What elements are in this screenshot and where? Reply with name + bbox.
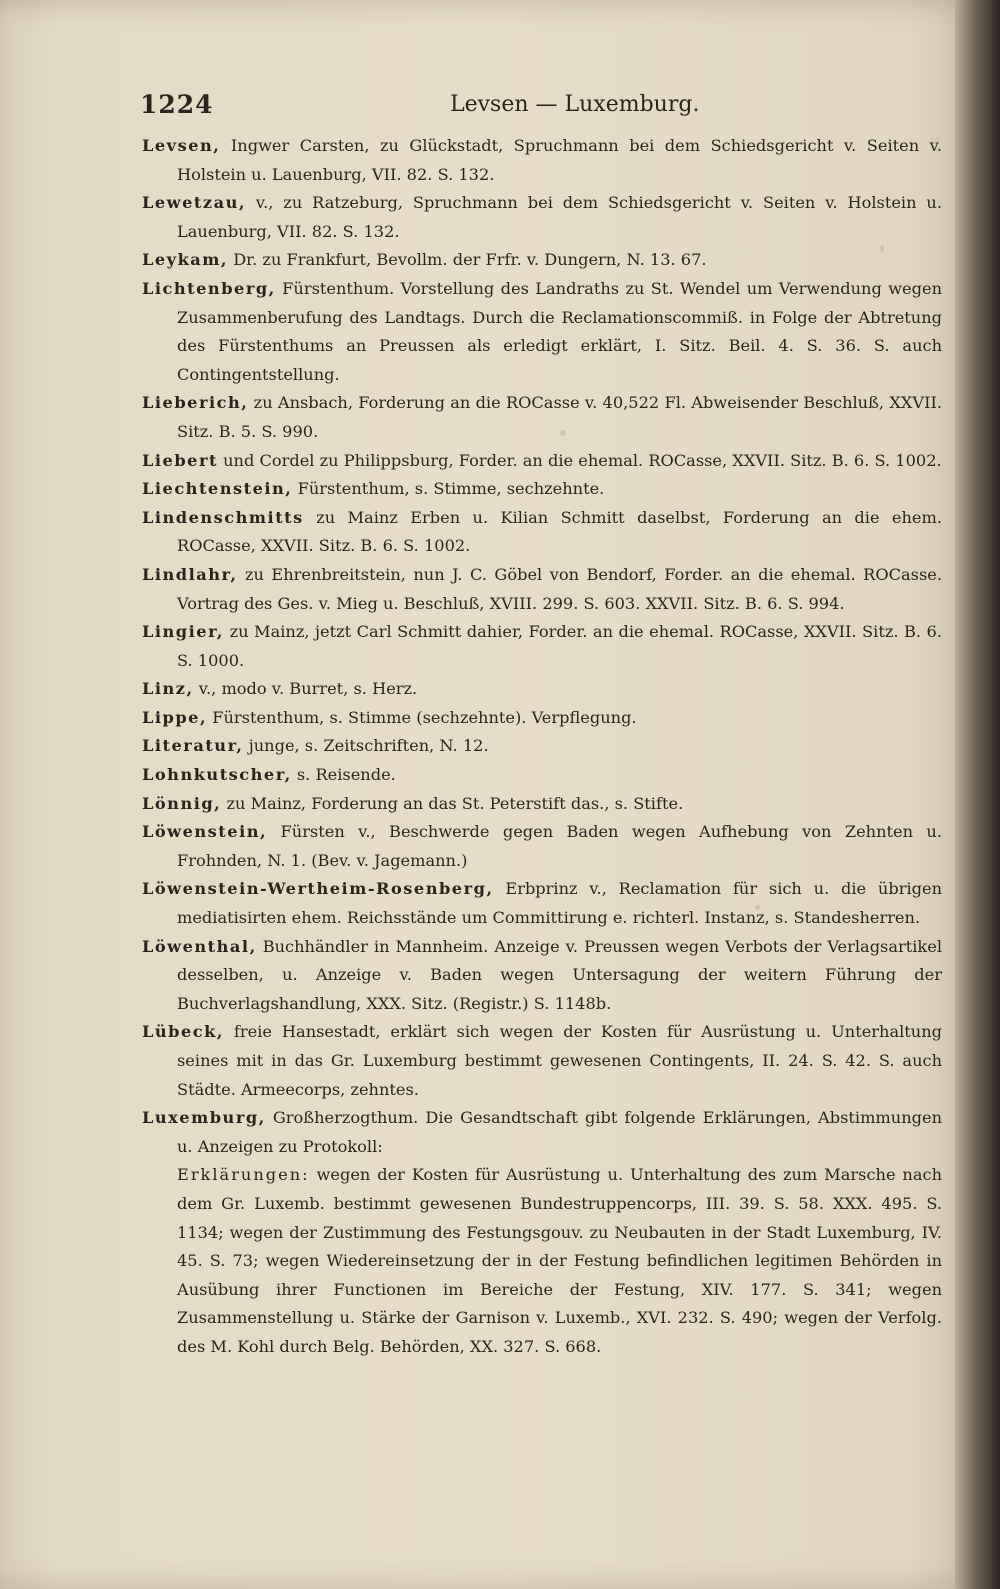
index-entry — [142, 475, 942, 504]
index-entry — [142, 1104, 942, 1161]
entry-head: Lippe, — [142, 707, 208, 727]
entry-head: Lichtenberg, — [142, 278, 276, 298]
running-title: Levsen — Luxemburg. — [450, 92, 700, 117]
entry-text: zu Ansbach, Forderung an die ROCasse v. 40,522 Fl. Abweisender Beschluß, XXVII. Sitz. B. 5. S. 990. — [177, 393, 942, 441]
index-entry — [142, 504, 942, 561]
entry-text: Dr. zu Frankfurt, Bevollm. der Frfr. v. Dungern, N. 13. 67. — [228, 250, 707, 270]
entry-text: zu Mainz Erben u. Kilian Schmitt daselbst, Forderung an die ehem. ROCasse, XXVII. Sitz. B. 6. S. 1002. — [177, 507, 942, 556]
entry-text: Fürsten v., Beschwerde gegen Baden wegen Aufhebung von Zehnten u. Frohnden, N. 1. (Bev. v. Jagemann.) — [177, 822, 942, 870]
entry-head: Lewetzau, — [142, 193, 246, 213]
sub-entry-text: wegen der Kosten für Ausrüstung u. Unterhaltung des zum Marsche nach dem Gr. Luxemb. bestimmt gewesenen Bundestruppencorps, III. 39. S. 58. XXX. 495. S. 1134; wegen der Zustimmung des Festungsgouv. zu Neubauten in der Stadt Luxemburg, IV. 45. S. 73; wegen Wiedereinsetzung der in der Festung befindlichen legitimen Behörden in Ausübung ihrer Functionen im Bereiche der Festung, XIV. 177. S. 341; wegen Zusammenstellung u. Stärke der Garnison v. Luxemb., XVI. 232. S. 490; wegen der Verfolg. des M. Kohl durch Belg. Behörden, XX. 327. S. 668. — [177, 1165, 942, 1356]
index-entry — [142, 761, 942, 790]
entry-head: Lindenschmitts — [142, 507, 304, 527]
index-entry — [142, 704, 942, 733]
entry-text: freie Hansestadt, erklärt sich wegen der Kosten für Ausrüstung u. Unterhaltung seines mit in das Gr. Luxemburg bestimmt gewesenen Contingents, II. 24. S. 42. S. auch Städte. Armeecorps, zehntes. — [177, 1022, 942, 1099]
entry-head: Löwenstein-Wertheim-Rosenberg, — [142, 879, 494, 899]
entry-head: Löwenthal, — [142, 936, 257, 956]
entry-text: Großherzogthum. Die Gesandtschaft gibt folgende Erklärungen, Abstimmungen u. Anzeigen zu Protokoll: — [177, 1108, 942, 1156]
index-entry — [142, 675, 942, 704]
entry-text: Buchhändler in Mannheim. Anzeige v. Preussen wegen Verbots der Verlagsartikel desselben, u. Anzeige v. Baden wegen Untersagung der weitern Führung der Buchverlagshandlung, XXX. Sitz. (Registr.) S. 1148b. — [177, 936, 942, 1013]
index-entry — [142, 790, 942, 819]
entry-text: Ingwer Carsten, zu Glückstadt, Spruchmann bei dem Schiedsgericht v. Seiten v. Holstein u. Lauenburg, VII. 82. S. 132. — [177, 136, 942, 184]
index-entry — [142, 875, 942, 932]
entry-head: Liechtenstein, — [142, 479, 293, 499]
sub-entry-head: Erklärungen: — [177, 1165, 310, 1185]
entry-text: junge, s. Zeitschriften, N. 12. — [243, 736, 489, 756]
index-entry — [142, 618, 942, 675]
page-header — [140, 90, 940, 130]
entry-head: Lindlahr, — [142, 564, 238, 584]
entry-head: Lingier, — [142, 622, 225, 642]
book-spine-shadow — [955, 0, 1000, 1589]
entry-head: Luxemburg, — [142, 1108, 266, 1128]
entry-head: Levsen, — [142, 136, 221, 155]
entry-text: v., modo v. Burret, s. Herz. — [193, 679, 418, 699]
entry-head: Lübeck, — [142, 1022, 224, 1042]
index-entry — [142, 561, 942, 618]
entry-head: Literatur, — [142, 736, 244, 756]
index-entry — [142, 1018, 942, 1104]
index-sub-entry — [142, 1161, 942, 1361]
entry-head: Liebert — [142, 450, 218, 470]
entry-text: und Cordel zu Philippsburg, Forder. an die ehemal. ROCasse, XXVII. Sitz. B. 6. S. 1002. — [217, 450, 942, 470]
entry-text: zu Ehrenbreitstein, nun J. C. Göbel von Bendorf, Forder. an die ehemal. ROCasse. Vortrag des Ges. v. Mieg u. Beschluß, XVIII. 299. S. 603. XXVII. Sitz. B. 6. S. 994. — [177, 564, 942, 613]
index-entry — [142, 818, 942, 875]
index-entry — [142, 447, 942, 476]
entry-text: Fürstenthum, s. Stimme, sechzehnte. — [292, 479, 605, 499]
entry-head: Lohnkutscher, — [142, 765, 292, 785]
entry-text: Fürstenthum. Vorstellung des Landraths zu St. Wendel um Verwendung wegen Zusammenberufung des Landtags. Durch die Reclamationscommiß. in Folge der Abtretung des Fürstenthums an Preussen als erledigt erklärt, I. Sitz. Beil. 4. S. 36. S. auch Contingentstellung. — [177, 278, 942, 384]
entry-head: Lieberich, — [142, 393, 249, 413]
index-entry — [142, 189, 942, 246]
entry-head: Lönnig, — [142, 793, 222, 813]
page-number: 1224 — [140, 90, 214, 119]
index-entry — [142, 732, 942, 761]
index-entry — [142, 132, 942, 189]
index-entry — [142, 275, 942, 389]
index-entry — [142, 246, 942, 275]
entry-text: zu Mainz, Forderung an das St. Peterstift das., s. Stifte. — [221, 793, 684, 813]
entry-text: zu Mainz, jetzt Carl Schmitt dahier, Forder. an die ehemal. ROCasse, XXVII. Sitz. B. 6. S. 1000. — [177, 622, 942, 670]
index-entry — [142, 389, 942, 446]
entry-text: v., zu Ratzeburg, Spruchmann bei dem Schiedsgericht v. Seiten v. Holstein u. Lauenburg, VII. 82. S. 132. — [177, 193, 942, 241]
entry-text: s. Reisende. — [291, 765, 396, 785]
index-entry — [142, 933, 942, 1019]
entry-head: Löwenstein, — [142, 822, 268, 842]
entry-head: Linz, — [142, 679, 194, 699]
entry-head: Leykam, — [142, 250, 229, 270]
index-entries — [142, 132, 942, 1362]
entry-text: Fürstenthum, s. Stimme (sechzehnte). Verpflegung. — [207, 707, 637, 727]
entry-text: Erbprinz v., Reclamation für sich u. die übrigen mediatisirten ehem. Reichsstände um Committirung e. richterl. Instanz, s. Standesherren. — [177, 879, 942, 928]
